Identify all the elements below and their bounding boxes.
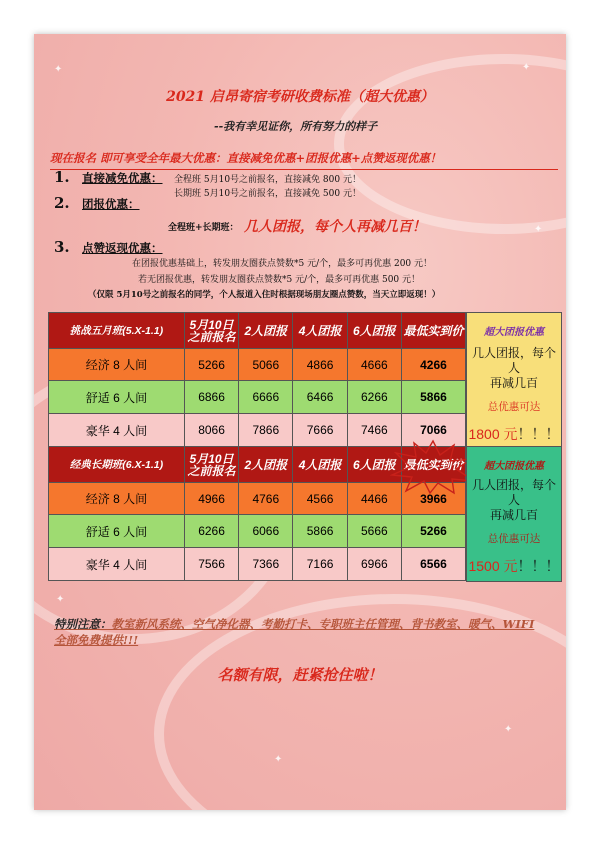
section-2-number: 2. <box>54 194 70 212</box>
section-1-number: 1. <box>54 168 70 186</box>
section-3-line1: 在团报优惠基础上，转发朋友圈获点赞数*5 元/个，最多可再优惠 200 元！ <box>132 259 433 269</box>
group-discount-box-may <box>466 312 562 447</box>
price-cell: 7566 <box>184 548 238 581</box>
column-header: 2人团报 <box>239 447 293 483</box>
column-header: 6人团报 <box>347 447 401 483</box>
price-cell: 6266 <box>184 515 238 548</box>
price-cell: 4666 <box>347 349 401 381</box>
room-type: 舒适 6 人间 <box>49 515 185 548</box>
star-icon: ✦ <box>504 724 513 735</box>
special-notice <box>54 616 546 648</box>
column-header: 5月10日之前报名 <box>184 447 238 483</box>
subtitle: --我有幸见证你，所有努力的样子 <box>214 120 378 133</box>
price-cell: 6866 <box>184 381 238 414</box>
room-type: 舒适 6 人间 <box>49 381 185 414</box>
table-row-label: 经典长期班(6.X-1.1) <box>49 447 185 483</box>
headline-text: 现在报名 即可享受全年最大优惠：直接减免优惠+团报优惠+点赞返现优惠！ <box>50 151 442 165</box>
table-row-label: 挑战五月班(5.X-1.1) <box>49 313 185 349</box>
price-cell: 7166 <box>293 548 347 581</box>
side-line-1: 几人团报，每个人 <box>471 478 556 507</box>
table-row <box>49 381 466 414</box>
side-amount-row <box>467 424 561 444</box>
side-amount-row <box>467 556 561 576</box>
star-icon: ✦ <box>54 64 63 75</box>
section-2-highlight: 几人团报，每个人再减几百！ <box>244 219 426 235</box>
side-total-label: 总优惠可达 <box>487 533 541 545</box>
table-row <box>49 548 466 581</box>
poster <box>34 34 566 810</box>
price-cell: 5866 <box>293 515 347 548</box>
side-line-1: 几人团报，每个人 <box>471 346 556 375</box>
side-exclaim: ！！！ <box>517 426 560 442</box>
lowest-price: 7066 <box>401 414 465 447</box>
section-1-line2: 长期班 5月10号之前报名，直接减免 500 元！ <box>174 189 361 199</box>
room-type: 经济 8 人间 <box>49 483 185 515</box>
price-cell: 4866 <box>293 349 347 381</box>
lowest-price: 4266 <box>401 349 465 381</box>
table-row <box>49 515 466 548</box>
side-title: 超大团报优惠 <box>484 461 544 472</box>
side-title: 超大团报优惠 <box>484 327 544 338</box>
section-3-line2: 若无团报优惠，转发朋友圈获点赞数*5 元/个，最多可再优惠 500 元！ <box>138 275 421 285</box>
price-cell: 4966 <box>184 483 238 515</box>
star-icon: ✦ <box>534 224 543 235</box>
side-exclaim: ！！！ <box>517 558 560 574</box>
notice-label: 特别注意： <box>54 617 112 631</box>
side-amount: 1500 元 <box>468 558 518 574</box>
column-header: 4人团报 <box>293 447 347 483</box>
room-type: 豪华 4 人间 <box>49 548 185 581</box>
notice-text: 教室新风系统、空气净化器、考勤打卡、专职班主任管理、背书教室、暖气、WIFI 全部免费提供!!! <box>54 617 535 647</box>
lowest-price: 6566 <box>401 548 465 581</box>
column-header: 5月10日之前报名 <box>184 313 238 349</box>
section-1-line1: 全程班 5月10号之前报名，直接减免 800 元！ <box>174 175 361 185</box>
price-cell: 7466 <box>347 414 401 447</box>
price-cell: 6266 <box>347 381 401 414</box>
section-1-title: 直接减免优惠： <box>82 171 163 185</box>
price-cell: 6666 <box>239 381 293 414</box>
section-3-line3: （仅限 5月10号之前报名的同学，个人报道入住时根据现场朋友圈点赞数，当天立即返现！） <box>88 290 441 300</box>
price-cell: 6066 <box>239 515 293 548</box>
price-cell: 6966 <box>347 548 401 581</box>
price-cell: 5666 <box>347 515 401 548</box>
price-cell: 7666 <box>293 414 347 447</box>
star-icon: ✦ <box>56 594 65 605</box>
lowest-price: 5266 <box>401 515 465 548</box>
price-cell: 4466 <box>347 483 401 515</box>
limited-slots-text: 名额有限，赶紧抢住啦！ <box>217 666 383 684</box>
headline <box>50 150 558 166</box>
room-type: 豪华 4 人间 <box>49 414 185 447</box>
star-icon: ✦ <box>522 62 531 73</box>
lowest-price: 5866 <box>401 381 465 414</box>
section-2-label: 全程班+长期班： <box>168 223 239 233</box>
column-header: 6人团报 <box>347 313 401 349</box>
starburst-icon <box>390 439 476 495</box>
column-header: 2人团报 <box>239 313 293 349</box>
price-table-may <box>48 312 466 447</box>
ribbon-decoration <box>334 54 566 234</box>
table-row <box>49 349 466 381</box>
column-header: 最低实到价 <box>401 447 465 483</box>
section-3-number: 3. <box>54 238 70 256</box>
price-cell: 5266 <box>184 349 238 381</box>
section-2-title: 团报优惠： <box>82 197 140 211</box>
price-cell: 5066 <box>239 349 293 381</box>
section-3-title: 点赞返现优惠： <box>82 241 163 255</box>
side-amount: 1800 元 <box>468 426 518 442</box>
price-cell: 7366 <box>239 548 293 581</box>
room-type: 经济 8 人间 <box>49 349 185 381</box>
price-cell: 4766 <box>239 483 293 515</box>
side-total-label: 总优惠可达 <box>487 401 541 413</box>
price-cell: 8066 <box>184 414 238 447</box>
side-line-2: 再减几百 <box>489 508 538 522</box>
page-title: 2021 启昂寄宿考研收费标准（超大优惠） <box>166 89 434 105</box>
star-icon: ✦ <box>274 754 283 765</box>
price-cell: 6466 <box>293 381 347 414</box>
price-cell: 4566 <box>293 483 347 515</box>
lowest-price: 3966 <box>401 483 465 515</box>
side-line-2: 再减几百 <box>489 376 538 390</box>
price-cell: 7866 <box>239 414 293 447</box>
group-discount-box-long <box>466 446 562 582</box>
column-header: 最低实到价 <box>401 313 465 349</box>
column-header: 4人团报 <box>293 313 347 349</box>
